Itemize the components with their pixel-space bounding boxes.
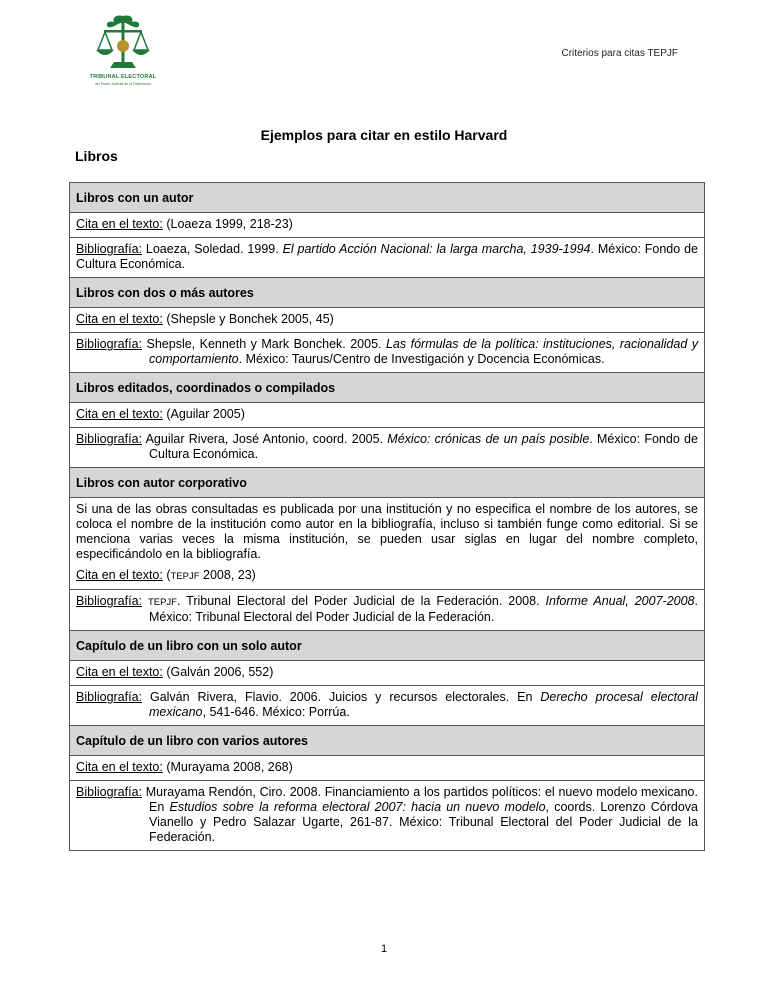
bib-label: Bibliografía:	[76, 337, 143, 351]
page-number: 1	[380, 943, 388, 955]
bib-text: . México: Fondo de Cultura Económica.	[76, 242, 698, 271]
table-section-header: Capítulo de un libro con un solo autor	[70, 631, 704, 661]
cita-text: (	[166, 568, 171, 582]
bib-text: . México: Taurus/Centro de Investigación y Docencia Económicas.	[238, 352, 605, 366]
bib-label: Bibliografía:	[76, 785, 143, 799]
bib-title: Informe Anual, 2007-2008	[545, 594, 695, 608]
citation-examples-table	[69, 182, 705, 851]
table-cell-cita	[70, 756, 704, 781]
table-section-header: Capítulo de un libro con varios autores	[70, 726, 704, 756]
corporate-author-note: Si una de las obras consultadas es publicada por una institución y no especifica el nombre de los autores, se coloca el nombre de la institución como autor en la bibliografía, incluso si también funge como editorial. Si se menciona varias veces la misma institución, se pueden usar siglas en lugar del nombre completo, especificándolo en la bibliografía.	[76, 502, 698, 561]
bib-label: Bibliografía:	[76, 432, 143, 446]
scales-emblem-icon	[92, 12, 154, 74]
table-cell-bibliografia	[70, 238, 704, 278]
cita-acronym: TEPJF	[170, 571, 200, 582]
logo-subcaption: del Poder Judicial de la Federación	[94, 82, 152, 86]
cita-label: Cita en el texto:	[76, 665, 163, 679]
table-section-header: Libros con un autor	[70, 183, 704, 213]
tribunal-electoral-logo	[89, 12, 157, 98]
logo-caption: TRIBUNAL ELECTORAL	[89, 74, 157, 80]
table-cell-bibliografia	[70, 428, 704, 468]
cita-text: (Aguilar 2005)	[166, 407, 245, 421]
cita-text: (Loaeza 1999, 218-23)	[166, 217, 293, 231]
cita-text: (Shepsle y Bonchek 2005, 45)	[166, 312, 334, 326]
bib-text: , 541-646. México: Porrúa.	[202, 705, 350, 719]
bib-title: México: crónicas de un país posible	[387, 432, 590, 446]
bib-text: Aguilar Rivera, José Antonio, coord. 2005.	[145, 432, 384, 446]
bib-label: Bibliografía:	[76, 594, 143, 608]
bib-text: . México: Fondo de Cultura Económica.	[149, 432, 698, 461]
bib-text: Galván Rivera, Flavio. 2006. Juicios y recursos electorales. En	[149, 690, 533, 704]
table-cell-bibliografia	[70, 781, 704, 850]
cita-text: (Murayama 2008, 268)	[166, 760, 293, 774]
table-cell-cita	[70, 213, 704, 238]
cita-text: (Galván 2006, 552)	[166, 665, 274, 679]
cita-label: Cita en el texto:	[76, 568, 163, 582]
table-section-header: Libros editados, coordinados o compilados	[70, 373, 704, 403]
running-header: Criterios para citas TEPJF	[561, 48, 678, 59]
table-cell-cita	[70, 498, 704, 590]
bib-text: . México: Tribunal Electoral del Poder Judicial de la Federación.	[149, 594, 698, 624]
document-title: Ejemplos para citar en estilo Harvard	[260, 127, 508, 143]
bib-label: Bibliografía:	[76, 690, 143, 704]
bib-acronym: TEPJF	[147, 597, 177, 608]
cita-label: Cita en el texto:	[76, 217, 163, 231]
table-cell-bibliografia	[70, 333, 704, 373]
table-section-header: Libros con dos o más autores	[70, 278, 704, 308]
table-cell-bibliografia	[70, 686, 704, 726]
cita-label: Cita en el texto:	[76, 312, 163, 326]
bib-text: Murayama Rendón, Ciro. 2008. Financiamiento a los partidos políticos: el nuevo modelo mexicano. En	[145, 785, 698, 814]
cita-text: 2008, 23)	[199, 568, 256, 582]
bib-title: Derecho procesal electoral mexicano	[149, 690, 698, 719]
bib-text: . Tribunal Electoral del Poder Judicial de la Federación. 2008.	[176, 594, 540, 608]
cita-label: Cita en el texto:	[76, 407, 163, 421]
section-title: Libros	[75, 148, 118, 164]
bib-title: Estudios sobre la reforma electoral 2007: hacia un nuevo modelo	[169, 800, 546, 814]
bib-text: Loaeza, Soledad. 1999.	[145, 242, 279, 256]
cita-label: Cita en el texto:	[76, 760, 163, 774]
bib-label: Bibliografía:	[76, 242, 143, 256]
bib-text: , coords. Lorenzo Córdova Vianello y Pedro Salazar Ugarte, 261-87. México: Tribunal Electoral del Poder Judicial de la Federación.	[149, 800, 698, 844]
bib-text: Shepsle, Kenneth y Mark Bonchek. 2005.	[146, 337, 382, 351]
table-cell-cita	[70, 661, 704, 686]
bib-title: Las fórmulas de la política: instituciones, racionalidad y comportamiento	[149, 337, 698, 366]
table-section-header: Libros con autor corporativo	[70, 468, 704, 498]
table-cell-cita	[70, 308, 704, 333]
bib-title: El partido Acción Nacional: la larga marcha, 1939-1994	[282, 242, 591, 256]
table-cell-bibliografia	[70, 590, 704, 631]
table-cell-cita	[70, 403, 704, 428]
